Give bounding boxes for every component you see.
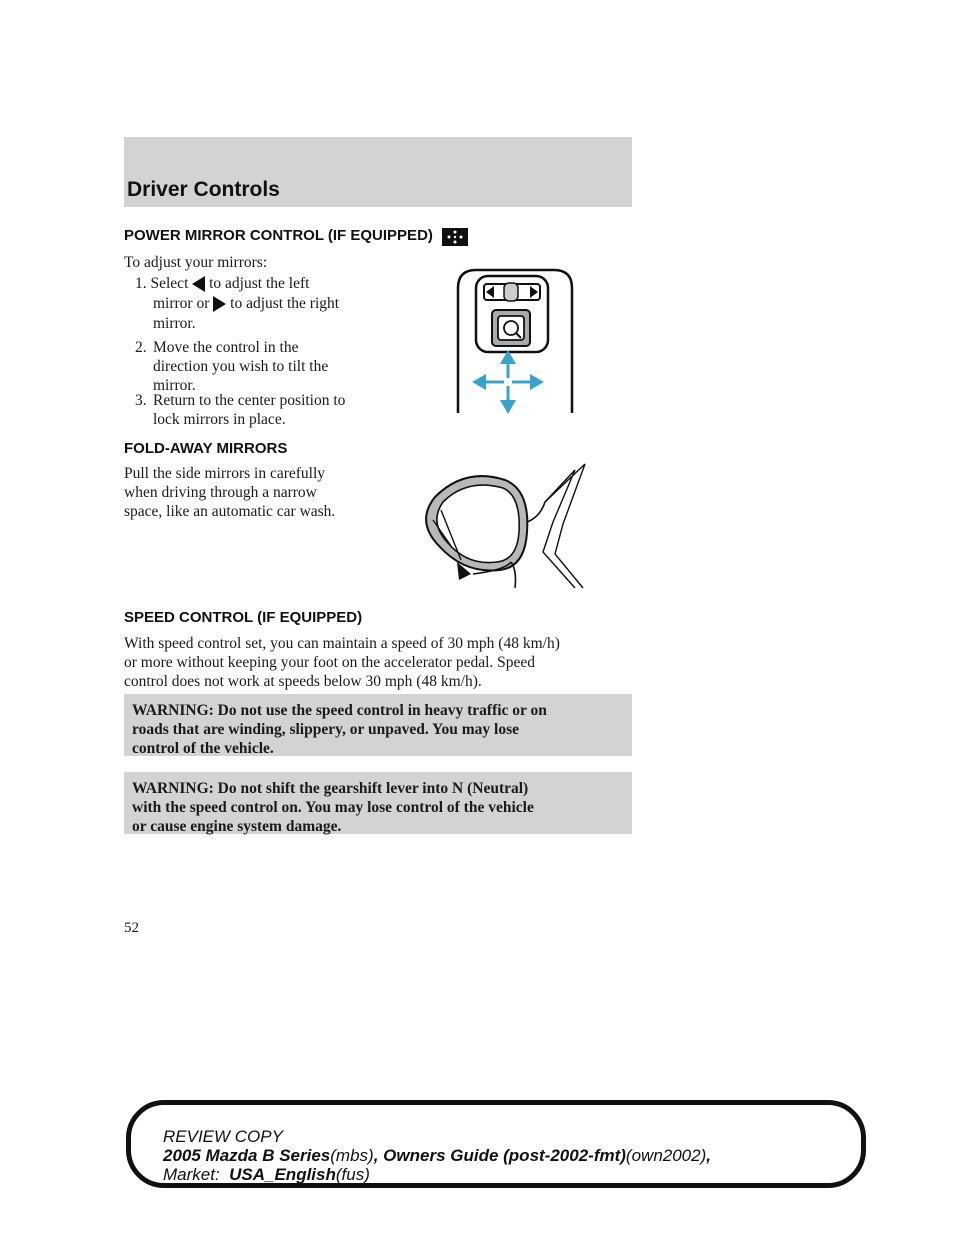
warning-box-2 xyxy=(124,772,632,834)
step-1-prefix: 1. Select xyxy=(135,275,189,292)
power-mirror-intro: To adjust your mirrors: xyxy=(124,254,268,271)
fold-away-line-3: space, like an automatic car wash. xyxy=(124,503,336,520)
review-model-code: (mbs) xyxy=(330,1146,374,1165)
review-model: 2005 Mazda B Series xyxy=(163,1146,331,1165)
right-mirror-select-icon xyxy=(213,296,226,312)
review-comma: , xyxy=(706,1146,711,1165)
step-2-number: 2. xyxy=(135,339,147,356)
step-2-line-1: Move the control in the xyxy=(153,339,299,356)
mirror-adjust-icon xyxy=(441,227,469,251)
speed-control-line-2: or more without keeping your foot on the accelerator pedal. Speed xyxy=(124,654,536,671)
warning-box-1 xyxy=(124,694,632,756)
warning-2-line-1: WARNING: Do not shift the gearshift lever into N (Neutral) xyxy=(132,780,529,797)
speed-control-line-1: With speed control set, you can maintain a speed of 30 mph (48 km/h) xyxy=(124,635,560,652)
step-3-line-1: Return to the center position to xyxy=(153,392,346,409)
power-mirror-heading-text: POWER MIRROR CONTROL (IF EQUIPPED) xyxy=(124,227,433,244)
review-market-line xyxy=(163,1165,370,1185)
step-1-line-2 xyxy=(153,294,339,313)
warning-1-line-1: WARNING: Do not use the speed control in heavy traffic or on xyxy=(132,702,547,719)
warning-1-line-2: roads that are winding, slippery, or unpaved. You may lose xyxy=(132,721,519,738)
review-doc-line xyxy=(163,1146,711,1166)
fold-away-line-1: Pull the side mirrors in carefully xyxy=(124,465,326,482)
step-1-line-3: mirror. xyxy=(153,315,196,332)
step-1-mirror-or: mirror or xyxy=(153,295,210,312)
review-market: USA_English xyxy=(229,1165,336,1184)
warning-2-line-3: or cause engine system damage. xyxy=(132,818,342,835)
fold-away-heading: FOLD-AWAY MIRRORS xyxy=(124,440,288,457)
fold-away-mirror-illustration xyxy=(415,462,600,592)
step-2-line-2: direction you wish to tilt the xyxy=(153,358,329,375)
review-market-code: (fus) xyxy=(335,1165,370,1184)
speed-control-line-3: control does not work at speeds below 30 mph (48 km/h). xyxy=(124,673,482,690)
step-3-number: 3. xyxy=(135,392,147,409)
review-market-label: Market: xyxy=(163,1165,230,1184)
fold-away-line-2: when driving through a narrow xyxy=(124,484,317,501)
step-3-line-2: lock mirrors in place. xyxy=(153,411,286,428)
warning-2-line-2: with the speed control on. You may lose control of the vehicle xyxy=(132,799,534,816)
step-1-line-1 xyxy=(135,274,309,293)
review-copy-label: REVIEW COPY xyxy=(163,1127,283,1146)
left-mirror-select-icon xyxy=(192,276,205,292)
step-2-line-3: mirror. xyxy=(153,377,196,394)
page-section-title: Driver Controls xyxy=(127,178,280,201)
review-guide-code: (own2002) xyxy=(625,1146,707,1165)
warning-1-line-3: control of the vehicle. xyxy=(132,740,274,757)
step-1-right: to adjust the right xyxy=(230,295,340,312)
power-mirror-heading xyxy=(124,227,469,251)
speed-control-heading: SPEED CONTROL (IF EQUIPPED) xyxy=(124,609,363,626)
step-1-mid: to adjust the left xyxy=(209,275,310,292)
review-guide: , Owners Guide (post-2002-fmt) xyxy=(373,1146,626,1165)
mirror-control-illustration xyxy=(450,258,580,416)
page-number: 52 xyxy=(124,920,139,936)
